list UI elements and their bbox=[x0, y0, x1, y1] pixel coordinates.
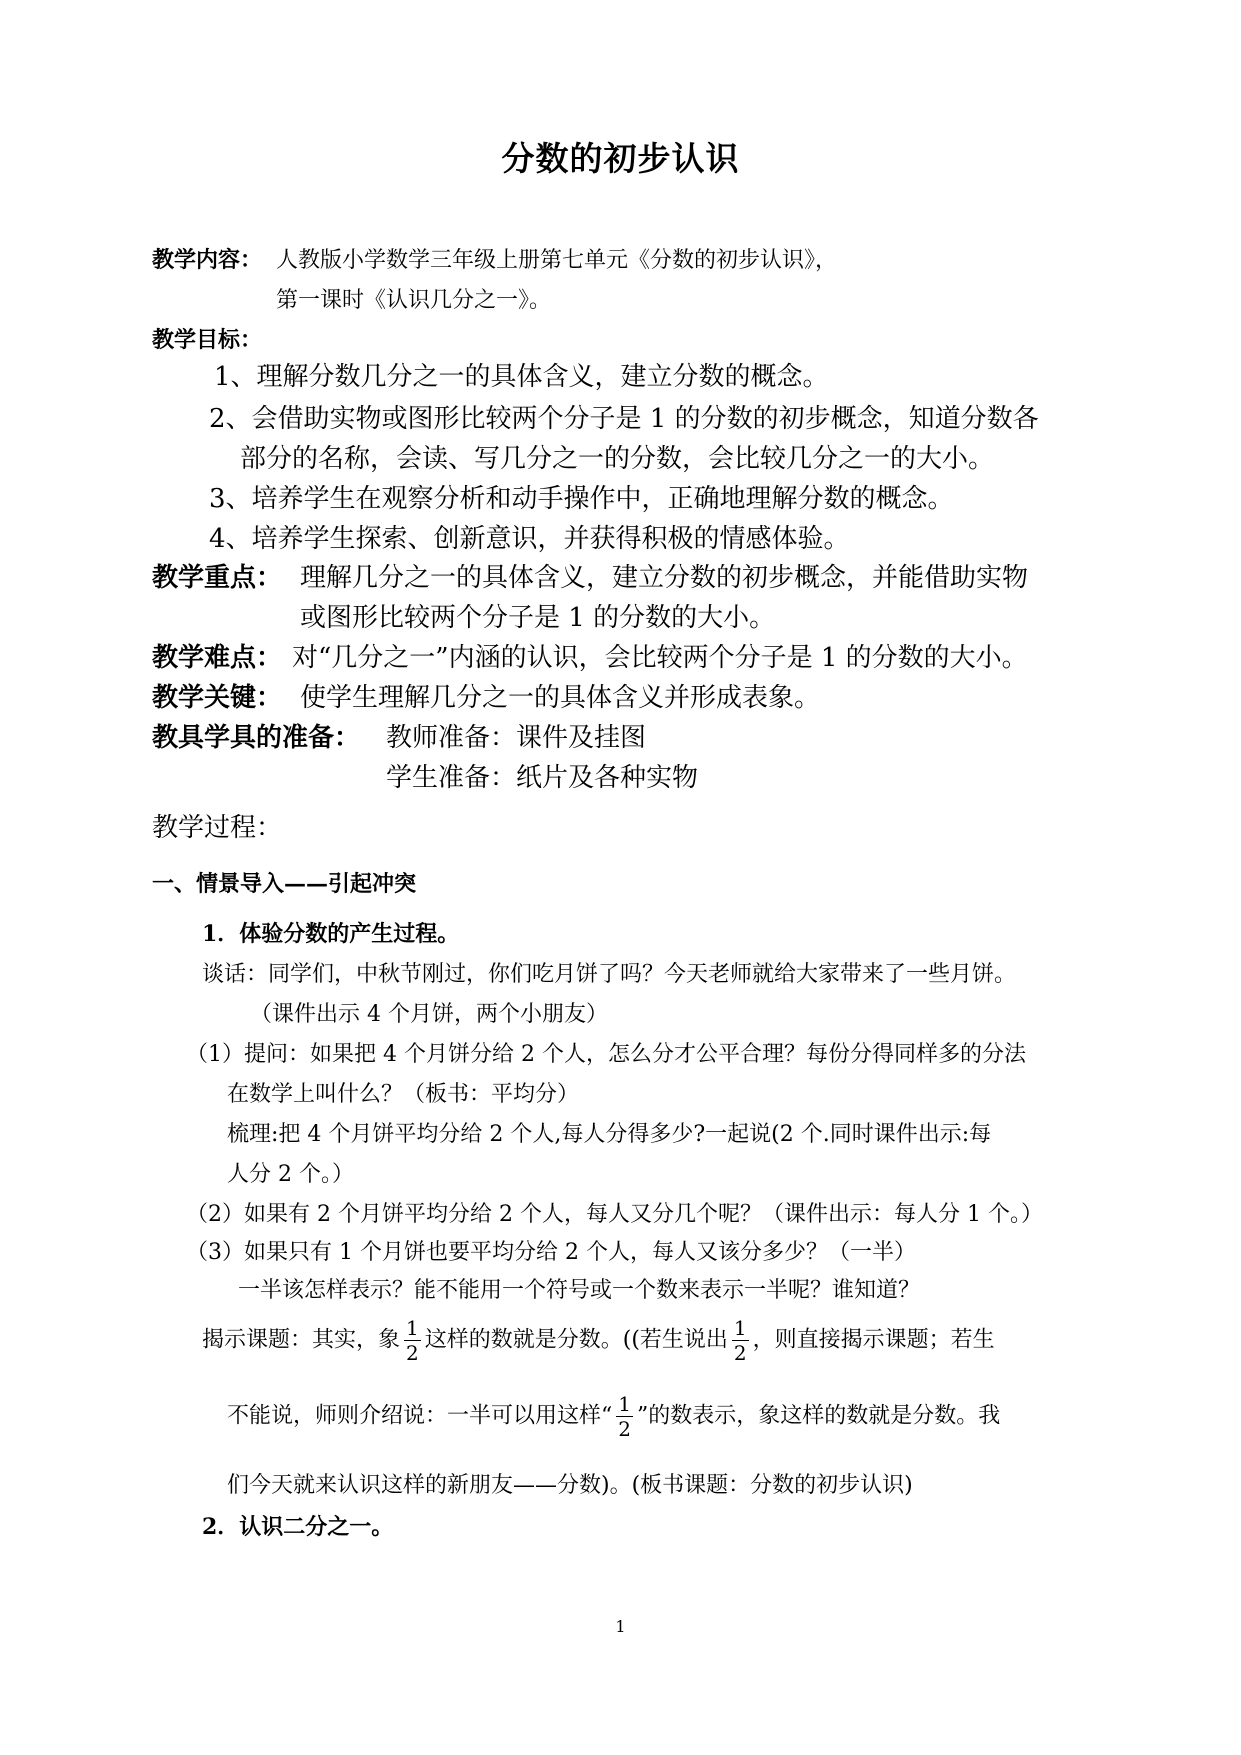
reveal-line-3: 们今天就来认识这样的新朋友——分数)。(板书课题：分数的初步认识) bbox=[227, 1473, 913, 1498]
question-1-line-4: 人分 2 个。） bbox=[227, 1162, 354, 1187]
reveal-line-1 bbox=[202, 1318, 995, 1363]
paragraph-talk-line-1: 谈话：同学们，中秋节刚过，你们吃月饼了吗？今天老师就给大家带来了一些月饼。 bbox=[202, 962, 1017, 987]
fraction-numerator: 1 bbox=[733, 1316, 747, 1340]
reveal-text-b: 这样的数就是分数。((若生说出 bbox=[424, 1327, 728, 1353]
subsection-1-heading: 1．体验分数的产生过程。 bbox=[202, 921, 460, 947]
goal-3: 3、培养学生在观察分析和动手操作中，正确地理解分数的概念。 bbox=[209, 484, 954, 514]
question-2: （2）如果有 2 个月饼平均分给 2 个人，每人又分几个呢？（课件出示：每人分 1 个。） bbox=[186, 1202, 1043, 1227]
page-title: 分数的初步认识 bbox=[501, 139, 740, 178]
section-1-heading: 一、情景导入——引起冲突 bbox=[152, 871, 417, 897]
reveal-line-2 bbox=[227, 1394, 1000, 1439]
reveal2-text-a: 不能说，师则介绍说：一半可以用这样“ bbox=[227, 1403, 613, 1429]
difficulty-label: 教学难点： bbox=[152, 643, 283, 673]
subsection-2-heading: 2．认识二分之一。 bbox=[202, 1514, 394, 1540]
goals-label: 教学目标： bbox=[152, 327, 263, 353]
crux-label: 教学关键： bbox=[152, 683, 283, 713]
goal-2-line-2: 部分的名称，会读、写几分之一的分数，会比较几分之一的大小。 bbox=[240, 444, 995, 474]
goal-4: 4、培养学生探索、创新意识，并获得积极的情感体验。 bbox=[209, 524, 850, 554]
process-label: 教学过程： bbox=[152, 813, 283, 843]
reveal-text-a: 揭示课题：其实，象 bbox=[202, 1327, 401, 1353]
question-1-line-1: （1）提问：如果把 4 个月饼分给 2 个人，怎么分才公平合理？每份分得同样多的分法 bbox=[186, 1042, 1026, 1067]
paragraph-talk-line-2: （课件出示 4 个月饼，两个小朋友） bbox=[250, 1002, 608, 1027]
fraction-denominator: 2 bbox=[406, 1341, 419, 1365]
fraction-numerator: 1 bbox=[406, 1316, 419, 1340]
content-label: 教学内容： bbox=[152, 247, 263, 273]
key-line-1: 理解几分之一的具体含义，建立分数的初步概念，并能借助实物 bbox=[300, 563, 1029, 593]
fraction-one-half bbox=[404, 1318, 421, 1363]
crux-text: 使学生理解几分之一的具体含义并形成表象。 bbox=[300, 683, 821, 713]
key-label: 教学重点： bbox=[152, 563, 283, 593]
key-line-2: 或图形比较两个分子是 1 的分数的大小。 bbox=[300, 603, 776, 633]
content-line-2: 第一课时《认识几分之一》。 bbox=[276, 288, 552, 313]
content-line-1: 人教版小学数学三年级上册第七单元《分数的初步认识》， bbox=[276, 248, 838, 273]
fraction-one-half bbox=[616, 1394, 633, 1439]
tools-label: 教具学具的准备： bbox=[152, 723, 361, 753]
reveal-text-c: ，则直接揭示课题；若生 bbox=[752, 1327, 995, 1353]
fraction-numerator: 1 bbox=[618, 1392, 631, 1416]
goal-2-line-1: 2、会借助实物或图形比较两个分子是 1 的分数的初步概念，知道分数各 bbox=[209, 404, 1039, 434]
reveal2-text-b: ”的数表示，象这样的数就是分数。我 bbox=[636, 1403, 1001, 1429]
fraction-one-half bbox=[732, 1318, 749, 1363]
fraction-denominator: 2 bbox=[618, 1417, 631, 1441]
paragraph-half: 一半该怎样表示？能不能用一个符号或一个数来表示一半呢？谁知道？ bbox=[238, 1278, 921, 1303]
tools-student: 学生准备：纸片及各种实物 bbox=[386, 763, 699, 793]
page-number: 1 bbox=[615, 1617, 626, 1636]
difficulty-text: 对“几分之一”内涵的认识，会比较两个分子是 1 的分数的大小。 bbox=[292, 643, 1028, 673]
fraction-denominator: 2 bbox=[733, 1341, 747, 1365]
question-1-line-2: 在数学上叫什么？（板书：平均分） bbox=[227, 1082, 580, 1107]
question-1-line-3: 梳理:把 4 个月饼平均分给 2 个人,每人分得多少?一起说(2 个.同时课件出示:每 bbox=[227, 1122, 992, 1147]
goal-1: 1、理解分数几分之一的具体含义，建立分数的概念。 bbox=[214, 362, 829, 392]
question-3: （3）如果只有 1 个月饼也要平均分给 2 个人，每人又该分多少？（一半） bbox=[186, 1240, 916, 1265]
tools-teacher: 教师准备：课件及挂图 bbox=[386, 723, 647, 753]
